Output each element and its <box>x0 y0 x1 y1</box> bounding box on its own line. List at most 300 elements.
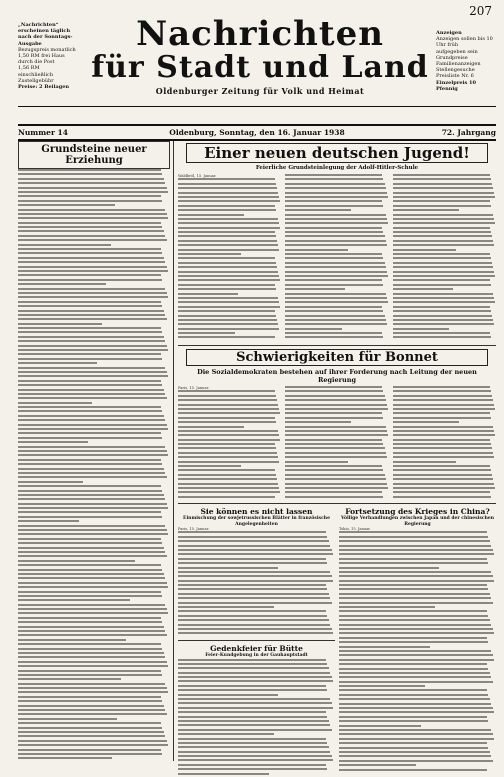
text-line <box>393 430 494 432</box>
text-line <box>393 404 494 406</box>
text-line <box>339 602 493 604</box>
text-line <box>393 439 490 441</box>
text-line <box>18 274 161 276</box>
text-line <box>339 641 488 643</box>
text-line <box>18 520 79 522</box>
text-line <box>339 685 425 687</box>
text-line <box>18 358 162 360</box>
text-line <box>178 680 333 682</box>
text-line <box>18 494 164 496</box>
subscription-line: 1,56 RM einschließlich <box>18 65 76 77</box>
text-line <box>18 178 164 180</box>
text-line <box>285 227 382 229</box>
text-line <box>393 496 491 498</box>
text-line <box>285 483 386 485</box>
text-line <box>18 397 167 399</box>
text-line <box>18 595 162 597</box>
text-line <box>18 753 162 755</box>
article-text-column <box>178 386 281 500</box>
text-line <box>18 670 161 672</box>
text-line <box>18 634 167 636</box>
advertising-line: Stellengesuche <box>436 67 496 73</box>
article-subheadline: Die Sozialdemokraten bestehen auf ihrer Forderung nach Leitung der neuen Regierung <box>178 368 496 384</box>
text-line <box>393 240 493 242</box>
text-line <box>18 239 167 241</box>
text-line <box>18 226 162 228</box>
text-line <box>339 575 493 577</box>
text-line <box>178 399 277 401</box>
text-line <box>178 689 327 691</box>
text-line <box>178 707 333 709</box>
text-line <box>393 266 493 268</box>
text-line <box>178 478 277 480</box>
article-headline-box <box>186 143 488 163</box>
text-line <box>18 612 168 614</box>
text-line <box>339 711 494 713</box>
text-line <box>285 297 386 299</box>
text-line <box>18 244 111 246</box>
text-line <box>18 586 168 588</box>
text-line <box>393 235 492 237</box>
text-line <box>178 452 277 454</box>
text-line <box>18 577 165 579</box>
text-line <box>18 727 162 729</box>
article-dateline: Waldbröl, 15. Januar. <box>178 174 281 178</box>
text-line <box>393 412 490 414</box>
text-line <box>18 718 117 720</box>
masthead-title-line2: für Stadt und Land <box>80 52 440 84</box>
text-line <box>18 204 115 206</box>
text-line <box>18 648 162 650</box>
text-line <box>178 496 275 498</box>
text-line <box>285 408 387 410</box>
text-line <box>18 402 92 404</box>
text-line <box>18 173 162 175</box>
text-line <box>178 540 329 542</box>
text-line <box>178 742 327 744</box>
text-line <box>285 249 348 251</box>
article-body <box>178 174 496 342</box>
text-line <box>285 218 386 220</box>
text-line <box>18 406 161 408</box>
text-line <box>18 200 162 202</box>
text-line <box>178 271 278 273</box>
article-headline-box <box>186 349 488 366</box>
text-line <box>18 516 162 518</box>
text-line <box>285 404 386 406</box>
text-line <box>285 275 387 277</box>
text-line <box>393 253 490 255</box>
text-line <box>339 531 487 533</box>
text-line <box>18 437 162 439</box>
text-line <box>178 755 332 757</box>
text-line <box>18 740 167 742</box>
text-line <box>18 252 162 254</box>
text-line <box>178 571 330 573</box>
text-line <box>339 751 490 753</box>
text-line <box>18 235 165 237</box>
text-line <box>285 209 351 211</box>
subscription-heading: „Nachrichten“ erscheinen täglich nach der Sonntags-Ausgabe <box>18 22 76 47</box>
text-line <box>18 705 164 707</box>
text-line <box>18 591 161 593</box>
text-line <box>393 399 493 401</box>
text-line <box>18 415 164 417</box>
text-line <box>178 231 275 233</box>
text-line <box>285 244 386 246</box>
text-line <box>18 450 167 452</box>
text-line <box>178 580 333 582</box>
text-line <box>18 323 102 325</box>
text-line <box>18 700 162 702</box>
article-rule <box>178 503 496 504</box>
text-line <box>285 200 382 202</box>
text-line <box>285 469 383 471</box>
text-line <box>18 511 161 513</box>
text-line <box>178 426 244 428</box>
text-line <box>178 685 326 687</box>
text-line <box>339 646 430 648</box>
subscription-line: Bezugspreis monatlich <box>18 47 76 53</box>
text-line <box>178 178 275 180</box>
text-line <box>393 456 494 458</box>
text-line <box>393 275 495 277</box>
text-line <box>18 288 165 290</box>
text-line <box>18 209 165 211</box>
text-line <box>178 615 327 617</box>
text-line <box>285 192 386 194</box>
text-line <box>393 257 491 259</box>
text-line <box>178 759 333 761</box>
text-line <box>18 569 162 571</box>
text-line <box>339 615 488 617</box>
text-line <box>18 472 165 474</box>
text-line <box>178 667 329 669</box>
text-line <box>18 485 161 487</box>
text-line <box>18 353 161 355</box>
text-line <box>178 456 278 458</box>
text-line <box>178 262 276 264</box>
text-line <box>18 656 165 658</box>
text-line <box>393 174 490 176</box>
text-line <box>393 227 490 229</box>
text-line <box>339 632 494 634</box>
text-line <box>178 266 277 268</box>
text-line <box>393 443 491 445</box>
text-line <box>18 279 162 281</box>
text-line <box>178 562 327 564</box>
text-line <box>339 659 494 661</box>
text-line <box>18 375 168 377</box>
text-line <box>18 560 135 562</box>
text-line <box>18 463 162 465</box>
text-line <box>393 214 493 216</box>
text-line <box>393 336 491 338</box>
text-line <box>18 709 165 711</box>
text-line <box>393 395 492 397</box>
advertising-line: aufgegeben sein <box>436 49 496 55</box>
article-text <box>339 527 496 772</box>
text-line <box>18 446 165 448</box>
text-line <box>339 536 488 538</box>
left-article-headline: Grundsteine neuer Erziehung <box>18 141 170 169</box>
text-line <box>178 257 275 259</box>
text-line <box>393 332 490 334</box>
subscription-line: durch die Post <box>18 59 76 65</box>
text-line <box>178 240 277 242</box>
text-line <box>178 602 332 604</box>
advertising-line: Einzelpreis 10 Pfennig <box>436 80 496 92</box>
text-line <box>18 454 168 456</box>
text-line <box>178 746 329 748</box>
article-rule <box>178 345 496 346</box>
text-line <box>393 306 490 308</box>
text-line <box>18 687 167 689</box>
text-line <box>339 755 491 757</box>
subscription-line: 1,50 RM frei Haus <box>18 53 76 59</box>
text-line <box>178 588 327 590</box>
text-line <box>178 465 241 467</box>
text-line <box>339 742 487 744</box>
text-line <box>339 694 488 696</box>
text-line <box>18 261 165 263</box>
text-line <box>18 529 167 531</box>
text-line <box>178 672 330 674</box>
text-line <box>18 476 167 478</box>
text-line <box>339 540 490 542</box>
text-line <box>339 628 493 630</box>
text-line <box>18 393 165 395</box>
text-line <box>18 683 165 685</box>
text-line <box>393 209 459 211</box>
text-line <box>178 222 279 224</box>
text-line <box>178 421 276 423</box>
text-line <box>178 549 332 551</box>
text-line <box>339 720 488 722</box>
text-line <box>18 340 165 342</box>
text-line <box>339 606 435 608</box>
text-line <box>339 672 490 674</box>
text-line <box>178 279 280 281</box>
text-line <box>18 410 162 412</box>
text-line <box>285 328 342 330</box>
text-line <box>178 483 278 485</box>
text-line <box>178 619 329 621</box>
text-line <box>178 593 329 595</box>
text-line <box>339 580 494 582</box>
text-line <box>339 689 487 691</box>
text-line <box>339 610 487 612</box>
text-line <box>285 257 383 259</box>
text-line <box>18 533 168 535</box>
text-line <box>178 738 326 740</box>
text-line <box>18 604 165 606</box>
text-line <box>178 624 330 626</box>
left-article-body <box>18 169 170 761</box>
text-line <box>18 547 164 549</box>
lower-left-articles <box>178 507 335 777</box>
article-headline: Einer neuen deutschen Jugend! <box>187 144 487 162</box>
text-line <box>339 769 487 771</box>
text-line <box>339 584 487 586</box>
text-line <box>178 328 279 330</box>
text-line <box>178 417 275 419</box>
advertising-line: Preisliste Nr. 6 <box>436 73 496 79</box>
text-line <box>339 593 490 595</box>
lower-right-articles <box>339 507 496 777</box>
text-line <box>178 610 326 612</box>
text-line <box>18 459 161 461</box>
article-subheadline: Einmischung der sowjetrussischen Blätter in französische Angelegenheiten <box>178 516 335 527</box>
text-line <box>178 729 332 731</box>
text-line <box>393 323 494 325</box>
text-line <box>178 404 278 406</box>
text-line <box>178 491 280 493</box>
text-line <box>178 584 326 586</box>
text-line <box>178 183 276 185</box>
text-line <box>178 764 326 766</box>
text-line <box>285 474 384 476</box>
text-line <box>393 474 492 476</box>
text-line <box>285 332 382 334</box>
text-line <box>18 564 161 566</box>
text-line <box>285 412 382 414</box>
text-line <box>178 694 278 696</box>
text-line <box>285 395 384 397</box>
text-line <box>178 751 330 753</box>
text-line <box>285 478 385 480</box>
text-line <box>18 305 162 307</box>
text-line <box>285 271 386 273</box>
text-line <box>178 332 235 334</box>
text-line <box>178 408 279 410</box>
text-line <box>285 178 383 180</box>
text-line <box>393 178 491 180</box>
text-line <box>18 230 164 232</box>
text-line <box>393 183 492 185</box>
text-line <box>339 725 421 727</box>
text-line <box>178 297 278 299</box>
text-line <box>18 314 165 316</box>
text-line <box>178 249 279 251</box>
text-line <box>18 731 164 733</box>
text-line <box>18 441 88 443</box>
text-line <box>18 573 164 575</box>
text-line <box>339 663 487 665</box>
text-line <box>285 222 387 224</box>
text-line <box>178 209 276 211</box>
text-line <box>18 380 161 382</box>
subscription-info <box>18 22 76 90</box>
text-line <box>339 729 491 731</box>
text-line <box>18 735 165 737</box>
text-line <box>339 549 493 551</box>
issue-number: Nummer 14 <box>18 128 68 137</box>
text-line <box>178 447 276 449</box>
text-line <box>18 691 168 693</box>
text-line <box>178 545 330 547</box>
text-line <box>393 461 456 463</box>
text-line <box>18 582 167 584</box>
text-line <box>178 412 280 414</box>
text-line <box>18 507 168 509</box>
lower-articles <box>178 507 496 777</box>
text-line <box>285 266 385 268</box>
subscription-line: Preise: 2 Beilagen <box>18 84 76 90</box>
text-line <box>18 296 168 298</box>
text-line <box>393 196 495 198</box>
text-line <box>339 703 491 705</box>
text-line <box>18 182 165 184</box>
text-line <box>178 200 280 202</box>
text-line <box>178 698 330 700</box>
text-line <box>18 292 167 294</box>
text-line <box>178 315 276 317</box>
text-line <box>178 659 326 661</box>
text-line <box>285 315 384 317</box>
advertising-line: Grundpreise <box>436 55 496 61</box>
text-line <box>285 231 383 233</box>
text-line <box>18 538 161 540</box>
text-line <box>18 318 167 320</box>
text-line <box>285 447 384 449</box>
article-headline: Sie können es nicht lassen <box>178 507 335 516</box>
text-line <box>339 668 488 670</box>
text-line <box>285 439 382 441</box>
text-line <box>285 288 345 290</box>
text-line <box>339 733 493 735</box>
place-date: Oldenburg, Sonntag, den 16. Januar 1938 <box>18 128 496 137</box>
text-line <box>339 676 491 678</box>
text-line <box>285 214 385 216</box>
text-line <box>178 702 332 704</box>
text-line <box>339 597 491 599</box>
text-line <box>285 235 384 237</box>
text-line <box>178 567 278 569</box>
article-subheadline: Feier-Kundgebung in der Gauhauptstadt <box>178 653 335 659</box>
text-line <box>18 248 161 250</box>
text-line <box>393 279 490 281</box>
text-line <box>393 478 493 480</box>
text-line <box>178 469 275 471</box>
text-line <box>18 665 168 667</box>
text-line <box>18 371 167 373</box>
text-line <box>18 661 167 663</box>
text-line <box>18 310 164 312</box>
text-line <box>18 722 161 724</box>
text-line <box>285 434 387 436</box>
advertising-line: Familienanzeigen <box>436 61 496 67</box>
text-line <box>339 624 491 626</box>
advertising-info <box>436 30 496 92</box>
volume: 72. Jahrgang <box>442 128 496 137</box>
text-line <box>18 744 168 746</box>
text-line <box>18 503 167 505</box>
text-line <box>18 678 121 680</box>
text-line <box>178 439 280 441</box>
text-line <box>339 764 416 766</box>
text-line <box>178 531 326 533</box>
text-line <box>178 253 241 255</box>
page-number: 207 <box>469 4 492 18</box>
text-line <box>18 327 161 329</box>
text-line <box>393 297 494 299</box>
text-line <box>393 293 493 295</box>
text-line <box>178 663 327 665</box>
text-line <box>393 205 491 207</box>
text-line <box>285 487 387 489</box>
text-line <box>178 319 277 321</box>
